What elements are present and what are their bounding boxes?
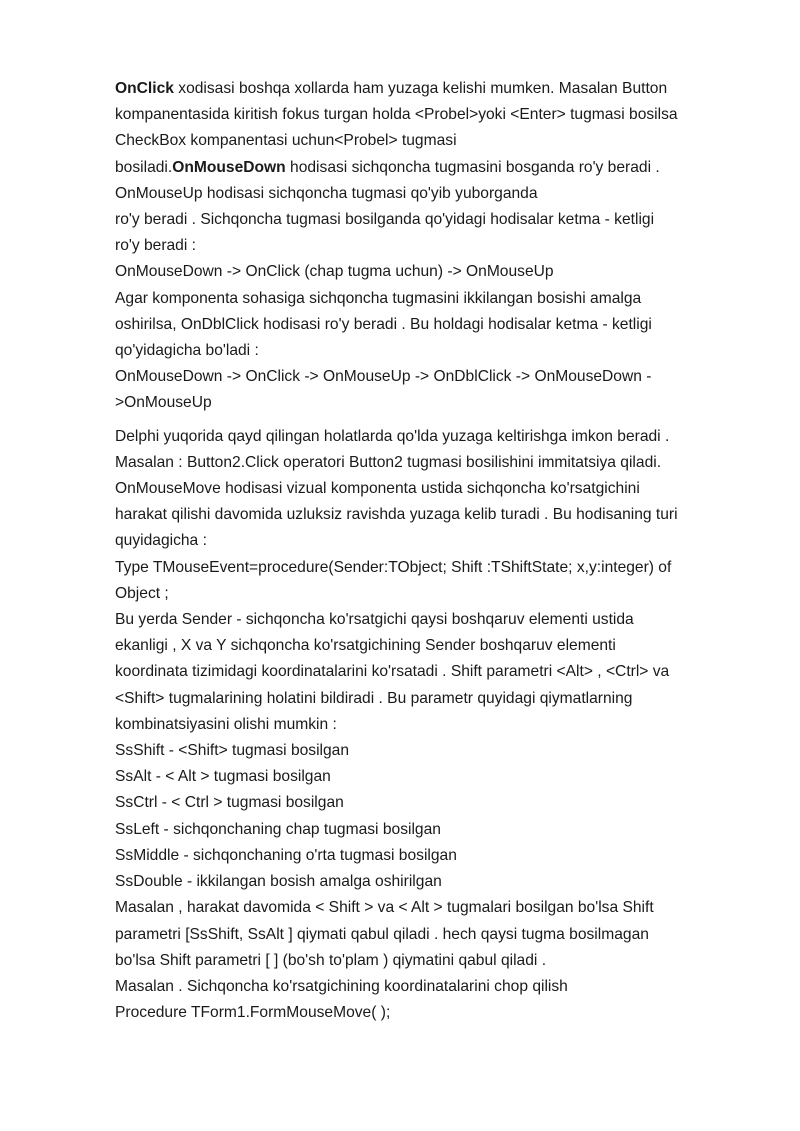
line-text: Masalan . Sichqoncha ko'rsatgichining koordinatalarini chop qilish xyxy=(115,977,568,995)
text-line xyxy=(115,76,740,102)
text-line xyxy=(115,843,740,869)
text-line xyxy=(115,312,740,338)
line-text: OnMouseMove hodisasi vizual komponenta ustida sichqoncha ko'rsatgichini xyxy=(115,480,640,498)
text-line xyxy=(115,102,740,128)
text-line xyxy=(115,686,740,712)
text-line xyxy=(115,790,740,816)
text-line xyxy=(115,633,740,659)
line-text: SsMiddle - sichqonchaning o'rta tugmasi bosilgan xyxy=(115,846,457,864)
text-line xyxy=(115,233,740,259)
text-line xyxy=(115,207,740,233)
line-text: oshirilsa, OnDblClick hodisasi ro'y beradi . Bu holdagi hodisalar ketma - ketligi xyxy=(115,315,652,333)
line-text: koordinata tizimidagi koordinatalarini ko'rsatadi . Shift parametri <Alt> , <Ctrl> va xyxy=(115,663,670,681)
text-line xyxy=(115,286,740,312)
line-text: kompanentasida kiritish fokus turgan holda <Probel>yoki <Enter> tugmasi bosilsa xyxy=(115,106,678,124)
text-line xyxy=(115,712,740,738)
text-line xyxy=(115,607,740,633)
text-line xyxy=(115,181,740,207)
line-text: <Shift> tugmalarining holatini bildiradi . Bu parametr quyidagi qiymatlarning xyxy=(115,689,633,707)
line-text: Masalan : Button2.Click operatori Button2 tugmasi bosilishini immitatsiya qiladi. xyxy=(115,453,662,471)
line-text: CheckBox kompanentasi uchun<Probel> tugmasi xyxy=(115,132,457,150)
line-text: quyidagicha : xyxy=(115,532,207,550)
text-line xyxy=(115,364,740,390)
text-line xyxy=(115,659,740,685)
text-line xyxy=(115,155,740,181)
line-text: Delphi yuqorida qayd qilingan holatlarda qo'lda yuzaga keltirishga imkon beradi . xyxy=(115,427,670,445)
text-line xyxy=(115,895,740,921)
text-line xyxy=(115,1000,740,1026)
line-text: Procedure TForm1.FormMouseMove( ); xyxy=(115,1004,391,1022)
line-text: SsAlt - < Alt > tugmasi bosilgan xyxy=(115,768,331,786)
line-text: xodisasi boshqa xollarda ham yuzaga kelishi mumken. Masalan Button xyxy=(173,80,668,97)
line-text: ekanligi , X va Y sichqoncha ko'rsatgichining Sender boshqaruv elementi xyxy=(115,637,616,655)
line-text: harakat qilishi davomida uzluksiz ravishda yuzaga kelib turadi . Bu hodisaning turi xyxy=(115,506,678,524)
line-text: OnMouseDown -> OnClick (chap tugma uchun) -> OnMouseUp xyxy=(115,263,554,281)
bold-term: OnClick xyxy=(115,80,174,97)
text-line xyxy=(115,738,740,764)
text-line xyxy=(115,528,740,554)
line-text: ro'y beradi : xyxy=(115,237,196,255)
line-text: SsLeft - sichqonchaning chap tugmasi bosilgan xyxy=(115,820,441,838)
line-text: OnMouseDown -> OnClick -> OnMouseUp -> OnDblClick -> OnMouseDown - xyxy=(115,368,652,386)
line-text: Object ; xyxy=(115,584,169,602)
line-text: Masalan , harakat davomida < Shift > va < Alt > tugmalari bosilgan bo'lsa Shift xyxy=(115,899,654,917)
line-text: parametri [SsShift, SsAlt ] qiymati qabul qiladi . hech qaysi tugma bosilmagan xyxy=(115,925,649,943)
line-text: kombinatsiyasini olishi mumkin : xyxy=(115,715,337,733)
document-page xyxy=(115,76,740,1026)
text-line xyxy=(115,338,740,364)
line-text: SsCtrl - < Ctrl > tugmasi bosilgan xyxy=(115,794,344,812)
text-line xyxy=(115,764,740,790)
line-text: Bu yerda Sender - sichqoncha ko'rsatgichi qaysi boshqaruv elementi ustida xyxy=(115,611,634,629)
text-line xyxy=(115,476,740,502)
text-line xyxy=(115,869,740,895)
line-text: ro'y beradi . Sichqoncha tugmasi bosilganda qo'yidagi hodisalar ketma - ketligi xyxy=(115,211,655,229)
line-text: hodisasi sichqoncha tugmasini bosganda ro'y beradi . xyxy=(285,158,660,176)
line-text: qo'yidagicha bo'ladi : xyxy=(115,342,259,360)
text-line xyxy=(115,502,740,528)
text-line xyxy=(115,259,740,285)
text-line xyxy=(115,974,740,1000)
bold-term: OnMouseDown xyxy=(172,158,286,176)
text-line xyxy=(115,390,740,416)
line-text: bo'lsa Shift parametri [ ] (bo'sh to'plam ) qiymatini qabul qiladi . xyxy=(115,951,547,969)
line-text: Agar komponenta sohasiga sichqoncha tugmasini ikkilangan bosishi amalga xyxy=(115,289,642,307)
text-line xyxy=(115,922,740,948)
paragraph-gap xyxy=(115,417,740,424)
text-line xyxy=(115,128,740,154)
text-line xyxy=(115,555,740,581)
text-line xyxy=(115,450,740,476)
line-text: SsShift - <Shift> tugmasi bosilgan xyxy=(115,742,350,760)
line-text: Type TMouseEvent=procedure(Sender:TObject; Shift :TShiftState; x,y:integer) of xyxy=(115,558,672,576)
line-text: bosiladi. xyxy=(115,158,173,176)
line-text: OnMouseUp hodisasi sichqoncha tugmasi qo'yib yuborganda xyxy=(115,184,538,202)
paragraph-onclick-events xyxy=(115,76,740,417)
text-line xyxy=(115,581,740,607)
line-text: SsDouble - ikkilangan bosish amalga oshirilgan xyxy=(115,873,442,891)
text-line xyxy=(115,817,740,843)
paragraph-mouse-events xyxy=(115,424,740,1027)
text-line xyxy=(115,424,740,450)
text-line xyxy=(115,948,740,974)
line-text: >OnMouseUp xyxy=(115,394,212,412)
